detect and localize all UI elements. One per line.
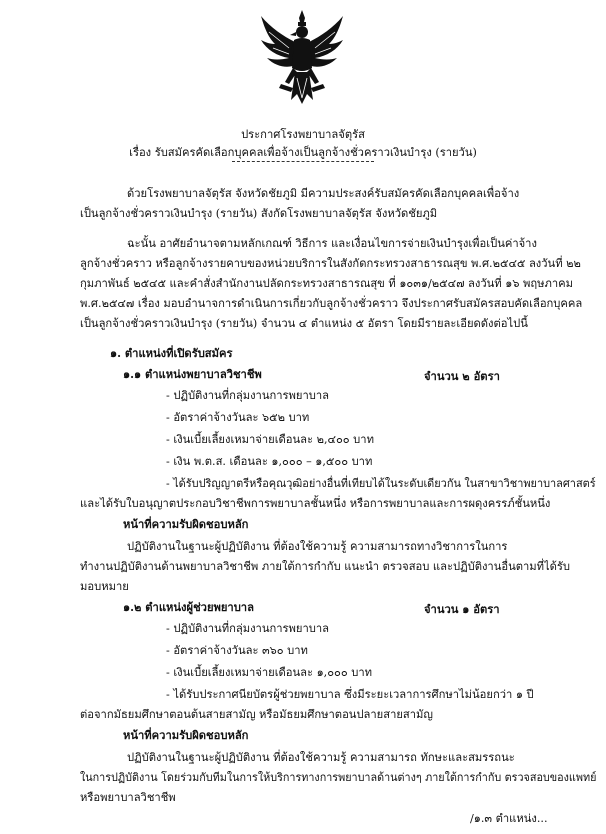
announcement-title: ประกาศโรงพยาบาลจัตุรัส: [241, 128, 365, 141]
duty-line: ในการปฏิบัติงาน โดยร่วมกับทีมในการให้บริการทางการพยาบาลด้านต่างๆ ภายใต้การกำกับ ตรวจสอบของแพทย์: [80, 771, 597, 784]
position-title: ๑.๒ ตำแหน่งผู้ช่วยพยาบาล: [123, 600, 254, 614]
position-bullet-cont: ต่อจากมัธยมศึกษาตอนต้นสายสามัญ หรือมัธยมศึกษาตอนปลายสายสามัญ: [80, 708, 433, 721]
intro-line: เป็นลูกจ้างชั่วคราวเงินบำรุง (รายวัน) สังกัดโรงพยาบาลจัตุรัส จังหวัดชัยภูมิ: [80, 207, 438, 220]
intro-line: ลูกจ้างชั่วคราว หรือลูกจ้างรายคาบของหน่วยบริการในสังกัดกระทรวงสาธารณสุข พ.ศ.๒๕๔๕ ลงวันที่ ๒๒: [80, 257, 581, 270]
duty-line: ปฏิบัติงานในฐานะผู้ปฏิบัติงาน ที่ต้องใช้ความรู้ ความสามารถ ทักษะและสมรรถนะ: [127, 751, 515, 764]
position-bullet: - เงิน พ.ต.ส. เดือนละ ๑,๐๐๐ – ๑,๕๐๐ บาท: [166, 455, 373, 468]
position-bullet: - อัตราค่าจ้างวันละ ๖๕๒ บาท: [166, 411, 310, 424]
position-bullet-cont: และได้รับใบอนุญาตประกอบวิชาชีพการพยาบาลชั้นหนึ่ง หรือการพยาบาลและการผดุงครรภ์ชั้นหนึ่ง: [80, 497, 551, 510]
position-count: จำนวน ๑ อัตรา: [424, 602, 500, 616]
position-bullet: - เงินเบี้ยเลี้ยงเหมาจ่ายเดือนละ ๑,๐๐๐ บาท: [166, 666, 373, 679]
intro-line: ฉะนั้น อาศัยอำนาจตามหลักเกณฑ์ วิธีการ และเงื่อนไขการจ่ายเงินบำรุงเพื่อเป็นค่าจ้าง: [127, 237, 537, 250]
header-divider: [232, 161, 374, 162]
section-title: ๑. ตำแหน่งที่เปิดรับสมัคร: [110, 346, 233, 360]
position-bullet: - ได้รับประกาศนียบัตรผู้ช่วยพยาบาล ซึ่งมีระยะเวลาการศึกษาไม่น้อยกว่า ๑ ปี: [166, 688, 534, 701]
duty-title: หน้าที่ความรับผิดชอบหลัก: [123, 728, 249, 742]
duty-title: หน้าที่ความรับผิดชอบหลัก: [123, 517, 249, 531]
duty-line: ทำงานปฏิบัติงานด้านพยาบาลวิชาชีพ ภายใต้การกำกับ แนะนำ ตรวจสอบ และปฏิบัติงานอื่นตามที่ได้รับ: [80, 560, 571, 573]
duty-line: หรือพยาบาลวิชาชีพ: [80, 791, 176, 804]
position-bullet: - เงินเบี้ยเลี้ยงเหมาจ่ายเดือนละ ๒,๔๐๐ บาท: [166, 433, 374, 446]
position-bullet: - ปฏิบัติงานที่กลุ่มงานการพยาบาล: [166, 389, 329, 402]
duty-line: ปฏิบัติงานในฐานะผู้ปฏิบัติงาน ที่ต้องใช้ความรู้ ความสามารถทางวิชาการในการ: [127, 540, 508, 553]
position-count: จำนวน ๒ อัตรา: [424, 369, 500, 383]
position-title: ๑.๑ ตำแหน่งพยาบาลวิชาชีพ: [123, 367, 262, 381]
garuda-emblem-icon: [259, 8, 345, 108]
intro-line: เป็นลูกจ้างชั่วคราวเงินบำรุง (รายวัน) จำนวน ๔ ตำแหน่ง ๕ อัตรา โดยมีรายละเอียดดังต่อไปนี้: [80, 317, 528, 330]
position-bullet: - ปฏิบัติงานที่กลุ่มงานการพยาบาล: [166, 622, 329, 635]
intro-line: พ.ศ.๒๕๔๗ เรื่อง มอบอำนาจการดำเนินการเกี่ยวกับลูกจ้างชั่วคราว จึงประกาศรับสมัครสอบคัดเลือกบุคคล: [80, 297, 583, 310]
intro-line: ด้วยโรงพยาบาลจัตุรัส จังหวัดชัยภูมิ มีความประสงค์รับสมัครคัดเลือกบุคคลเพื่อจ้าง: [127, 187, 520, 200]
next-page-marker: /๑.๓ ตำแหน่ง...: [470, 812, 548, 825]
announcement-subject: เรื่อง รับสมัครคัดเลือกบุคคลเพื่อจ้างเป็นลูกจ้างชั่วคราวเงินบำรุง (รายวัน): [129, 146, 477, 159]
position-bullet: - อัตราค่าจ้างวันละ ๓๖๐ บาท: [166, 644, 308, 657]
duty-line: มอบหมาย: [80, 580, 129, 593]
position-bullet: - ได้รับปริญญาตรีหรือคุณวุฒิอย่างอื่นที่เทียบได้ในระดับเดียวกัน ในสาขาวิชาพยาบาลศาสตร์: [166, 477, 596, 490]
intro-line: กุมภาพันธ์ ๒๕๔๕ และคำสั่งสำนักงานปลัดกระทรวงสาธารณสุข ที่ ๑๐๓๑/๒๕๔๗ ลงวันที่ ๑๖ พฤษภาคม: [80, 277, 574, 290]
